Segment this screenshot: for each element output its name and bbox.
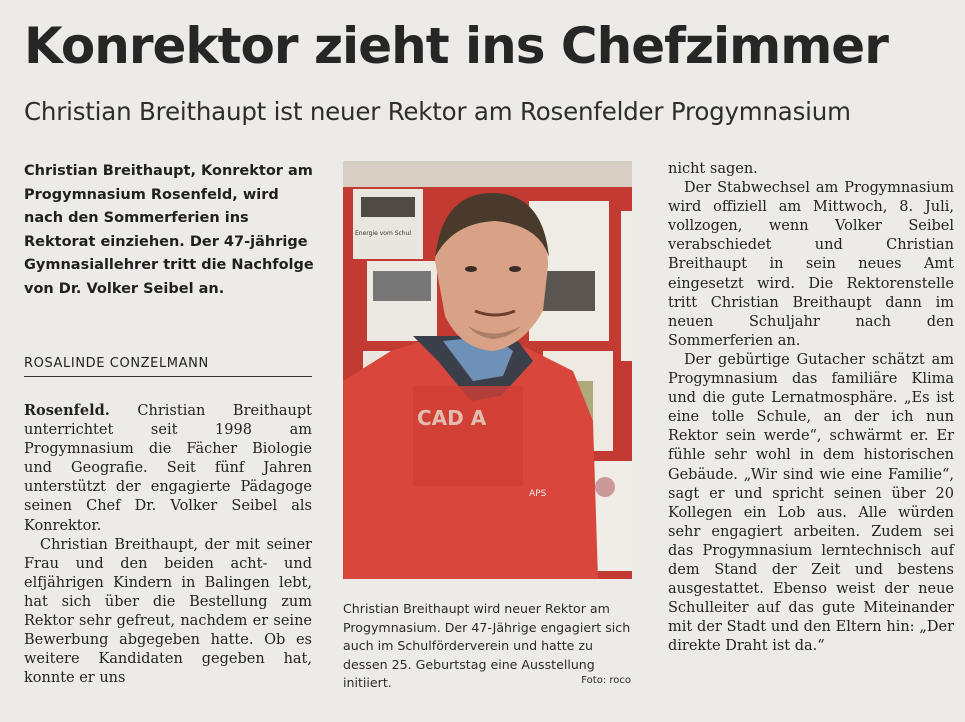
poster-text: Energie vom Schul <box>355 230 412 237</box>
body-paragraph-3: Der Stabwechsel am Progymnasium wird offiziell am Mittwoch, 8. Juli, vollzogen, wenn Volker Seibel verabschiedet und Christian Breithaupt in sein neues Amt eingesetzt wird. Die Rektorenstelle tritt Christian Breithaupt dann im neuen Schuljahr nach den Sommerferien an. <box>668 180 954 349</box>
article-column-3 <box>668 160 954 656</box>
body-paragraph-2: Christian Breithaupt, der mit seiner Frau und den beiden acht- und elfjährigen Kindern in Balingen lebt, hat sich über die Bestellung zum Rektor sehr gefreut, nachdem er seine Bewerbung abgegeben hatte. Ob es weitere Kandidaten gegeben hat, konnte er uns <box>24 536 312 687</box>
body-paragraph-1 <box>24 401 312 536</box>
shirt-print: CAD A <box>417 406 487 430</box>
body-paragraph-1-text: Christian Breithaupt unterrichtet seit 1998 am Progymnasium die Fächer Biologie und Geografie. Seit fünf Jahren unterstützt der engagierte Pädagoge seinen Chef Dr. Volker Seibel als Konrektor. <box>24 403 312 534</box>
portrait-photo <box>343 161 632 579</box>
lead-text: Christian Breithaupt, Konrektor am Progymnasium Rosenfeld, wird nach den Sommerferien ins Rektorat einziehen. Der 47-jährige Gymnasiallehrer tritt die Nachfolge von Dr. Volker Seibel an. <box>24 163 314 297</box>
photo-caption <box>343 600 635 693</box>
article-column-1 <box>24 401 312 688</box>
author-byline: ROSALINDE CONZELMANN <box>24 354 312 377</box>
dateline: Rosenfeld. <box>24 402 110 419</box>
photo-credit: Foto: roco <box>581 675 631 686</box>
body-paragraph-2-continued: nicht sagen. <box>668 161 758 177</box>
lead-paragraph <box>24 160 314 301</box>
subheadline: Christian Breithaupt ist neuer Rektor am Rosenfelder Progymnasium <box>24 97 851 126</box>
shirt-badge: APS <box>529 489 547 499</box>
body-paragraph-4: Der gebürtige Gutacher schätzt am Progymnasium das familiäre Klima und die gute Lernatmosphäre. „Es ist eine tolle Schule, an der ich nun Rektor sein werde“, schwärmt er. Er fühle sehr wohl in dem historischen Gebäude. „Wir sind wie eine Familie“, sagt er und spricht seinen über 20 Kollegen ein Lob aus. Alle würden sehr engagiert arbeiten. Zudem sei das Progymnasium lerntechnisch auf dem Stand der Zeit und bestens ausgestattet. Ebenso weist der neue Schulleiter auf das gute Miteinander mit der Stadt und den Eltern hin: „Der direkte Draht ist da.“ <box>668 351 954 655</box>
headline: Konrektor zieht ins Chefzimmer <box>24 17 888 75</box>
caption-text: Christian Breithaupt wird neuer Rektor am Progymnasium. Der 47-Jährige engagiert sich auch im Schulförderverein und hatte zu dessen 25. Geburtstag eine Ausstellung initiiert. <box>343 601 631 690</box>
